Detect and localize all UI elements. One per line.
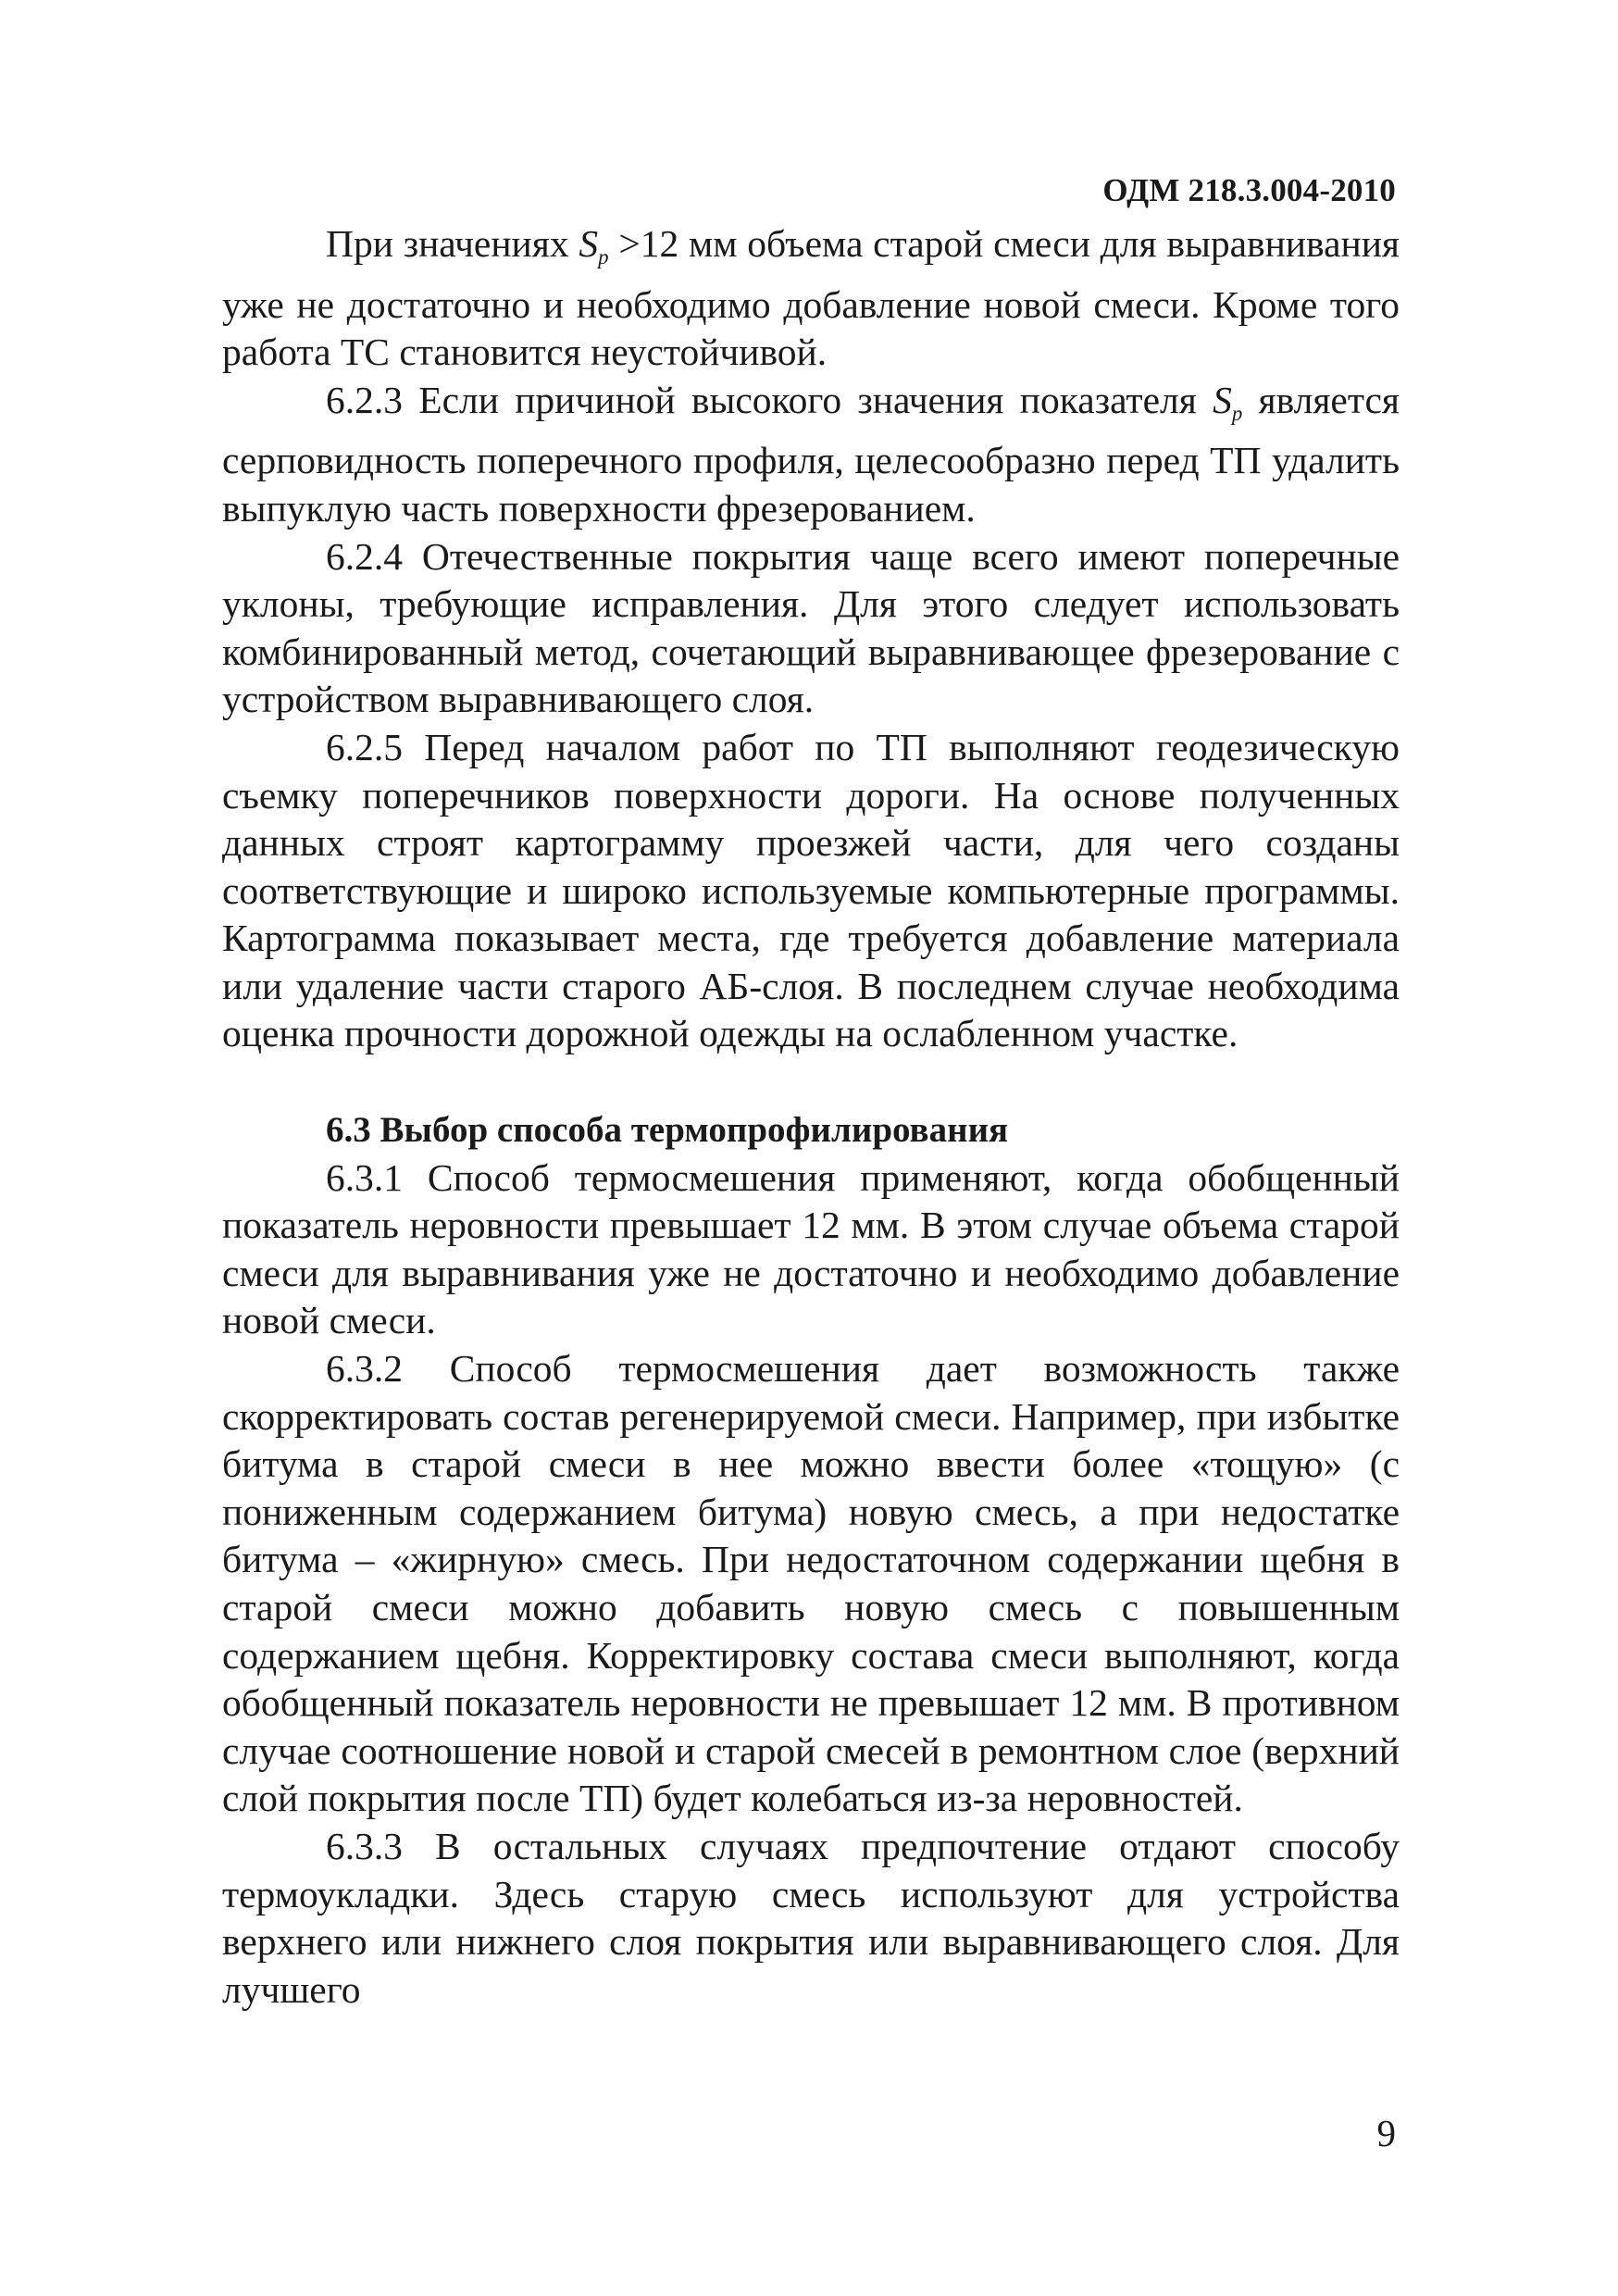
paragraph-6-3-2: 6.3.2 Способ термосмешения дает возможность также скорректировать состав регенерируемой смеси. Например, при избытке битума в старой смеси в нее можно ввести более «тощую» (с пониженным содержанием битума) новую смесь, а при недостатке битума – «жирную» смесь. При недостаточном содержании щебня в старой смеси можно добавить новую смесь с повышенным содержанием щебня. Корректировку состава смеси выполняют, когда обобщенный показатель неровности не превышает 12 мм. В противном случае соотношение новой и старой смесей в ремонтном слое (верхний слой покрытия после ТП) будет колебаться из-за неровностей. bbox=[222, 1347, 1400, 1820]
sp-symbol: $S_p$ bbox=[579, 222, 609, 268]
paragraph-6-2-5: 6.2.5 Перед началом работ по ТП выполняют геодезическую съемку поперечников поверхности дороги. На основе полученных данных строят картограмму проезжей части, для чего созданы соответствующие и широко используемые компьютерные программы. Картограмма показывает места, где требуется добавление материала или удаление части старого АБ-слоя. В последнем случае необходима оценка прочности дорожной одежды на ослабленном участке. bbox=[222, 725, 1400, 1055]
sp-symbol: $S_p$ bbox=[1213, 378, 1243, 425]
page-number: 9 bbox=[1376, 2112, 1396, 2154]
paragraph-text: При значениях bbox=[326, 222, 579, 265]
paragraph-text: 6.2.3 Если причиной высокого значения показателя bbox=[326, 378, 1214, 421]
document-code: ОДМ 218.3.004-2010 bbox=[1102, 172, 1396, 208]
paragraph-sp-threshold bbox=[222, 220, 1400, 377]
body-text bbox=[222, 220, 1400, 2014]
paragraph-6-2-3 bbox=[222, 377, 1400, 533]
paragraph-6-3-3: 6.3.3 В остальных случаях предпочтение отдают способу термоукладки. Здесь старую смесь используют для устройства верхнего или нижнего слоя покрытия или выравнивающего слоя. Для лучшего bbox=[222, 1824, 1400, 2011]
paragraph-text: является серповидность поперечного профиля, целесообразно перед ТП удалить выпуклую часть поверхности фрезерованием. bbox=[222, 378, 1400, 530]
paragraph-6-3-1: 6.3.1 Способ термосмешения применяют, когда обобщенный показатель неровности превышает 12 мм. В этом случае объема старой смеси для выравнивания уже не достаточно и необходимо добавление новой смеси. bbox=[222, 1155, 1400, 1342]
paragraph-6-2-4: 6.2.4 Отечественные покрытия чаще всего имеют поперечные уклоны, требующие исправления. Для этого следует использовать комбинированный метод, сочетающий выравнивающее фрезерование с устройством выравнивающего слоя. bbox=[222, 534, 1400, 721]
paragraph-text: >12 мм объема старой смеси для выравнивания уже не достаточно и необходимо добавление новой смеси. Кроме того работа ТС становится неустойчивой. bbox=[222, 222, 1400, 374]
section-heading-6-3: 6.3 Выбор способа термопрофилирования bbox=[326, 1110, 1009, 1151]
